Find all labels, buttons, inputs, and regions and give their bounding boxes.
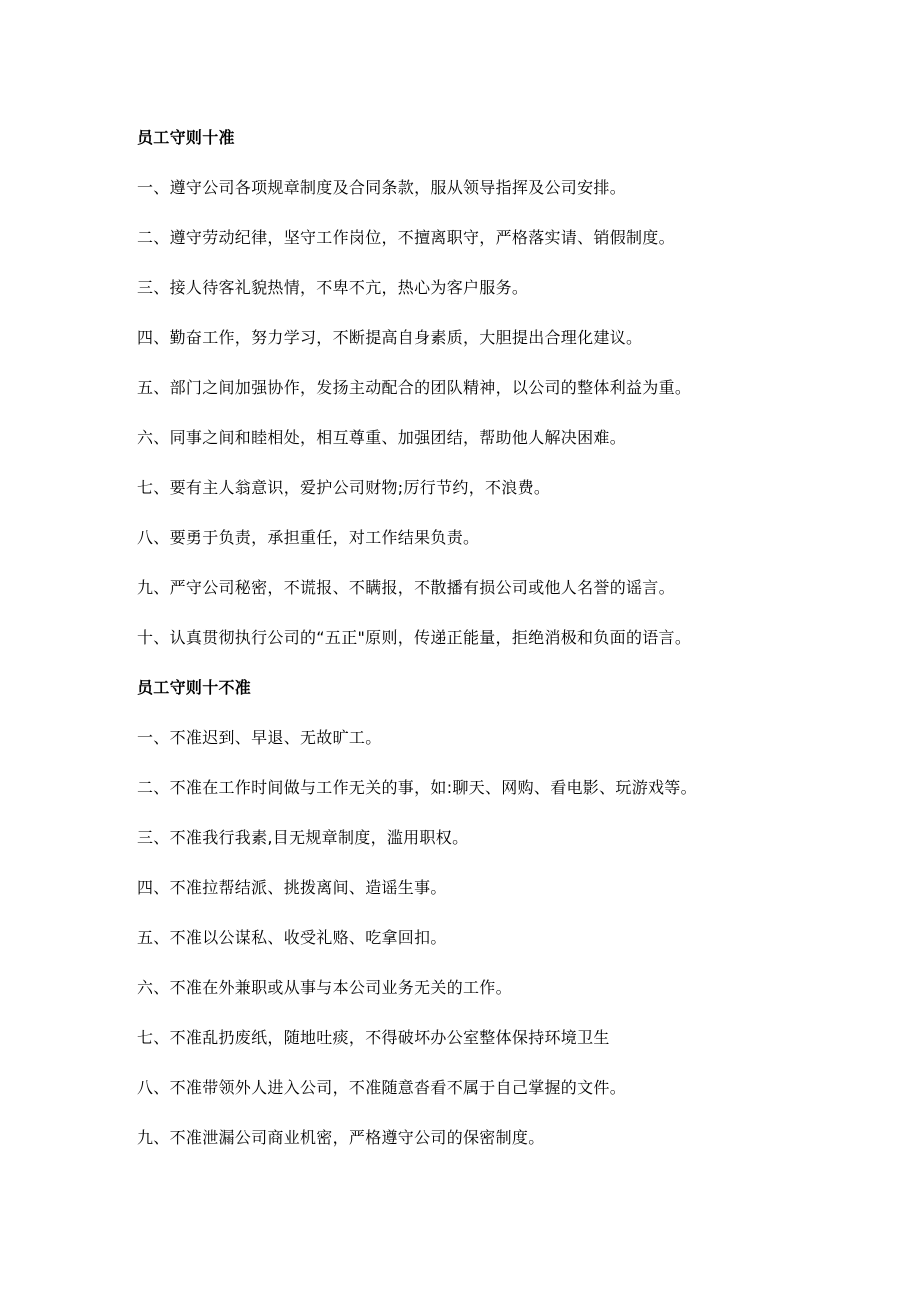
rule-item: 二、遵守劳动纪律，坚守工作岗位，不擅离职守，严格落实请、销假制度。 (137, 228, 675, 247)
rule-item: 八、要勇于负责，承担重任，对工作结果负责。 (137, 528, 480, 547)
rule-item: 一、遵守公司各项规章制度及合同条款，服从领导指挥及公司安排。 (137, 178, 627, 197)
rule-item: 九、严守公司秘密，不谎报、不瞒报，不散播有损公司或他人名誉的谣言。 (137, 578, 675, 597)
prohibition-item: 六、不准在外兼职或从事与本公司业务无关的工作。 (137, 978, 512, 997)
section-heading-ten-prohibitions: 员工守则十不准 (137, 678, 252, 697)
prohibition-item: 七、不准乱扔废纸，随地吐痰，不得破坏办公室整体保持环境卫生 (137, 1028, 610, 1047)
prohibition-item: 三、不准我行我素,目无规章制度，滥用职权。 (137, 828, 469, 847)
rule-item: 六、同事之间和睦相处，相互尊重、加强团结，帮助他人解决困难。 (137, 428, 627, 447)
prohibition-item: 一、不准迟到、早退、无故旷工。 (137, 728, 382, 747)
rule-item: 七、要有主人翁意识，爱护公司财物;厉行节约，不浪费。 (137, 478, 551, 497)
prohibition-item: 八、不准带领外人进入公司，不准随意沓看不属于自己掌握的文件。 (137, 1078, 627, 1097)
section-heading-ten-rules: 员工守则十准 (137, 128, 235, 147)
rule-item: 十、认真贯彻执行公司的“五正"原则，传递正能量，拒绝消极和负面的语言。 (137, 628, 692, 647)
prohibition-item: 二、不准在工作时间做与工作无关的事，如:聊天、网购、看电影、玩游戏等。 (137, 778, 697, 797)
prohibition-item: 四、不准拉帮结派、挑拨离间、造谣生事。 (137, 878, 447, 897)
document-body (137, 126, 837, 1176)
prohibition-item: 九、不准泄漏公司商业机密，严格遵守公司的保密制度。 (137, 1128, 545, 1147)
rule-item: 四、勤奋工作，努力学习，不断提高自身素质，大胆提出合理化建议。 (137, 328, 643, 347)
rule-item: 三、接人待客礼貌热情，不卑不亢，热心为客户服务。 (137, 278, 529, 297)
prohibition-item: 五、不准以公谋私、收受礼赂、吃拿回扣。 (137, 928, 447, 947)
rule-item: 五、部门之间加强协作，发扬主动配合的团队精神，以公司的整体利益为重。 (137, 378, 692, 397)
